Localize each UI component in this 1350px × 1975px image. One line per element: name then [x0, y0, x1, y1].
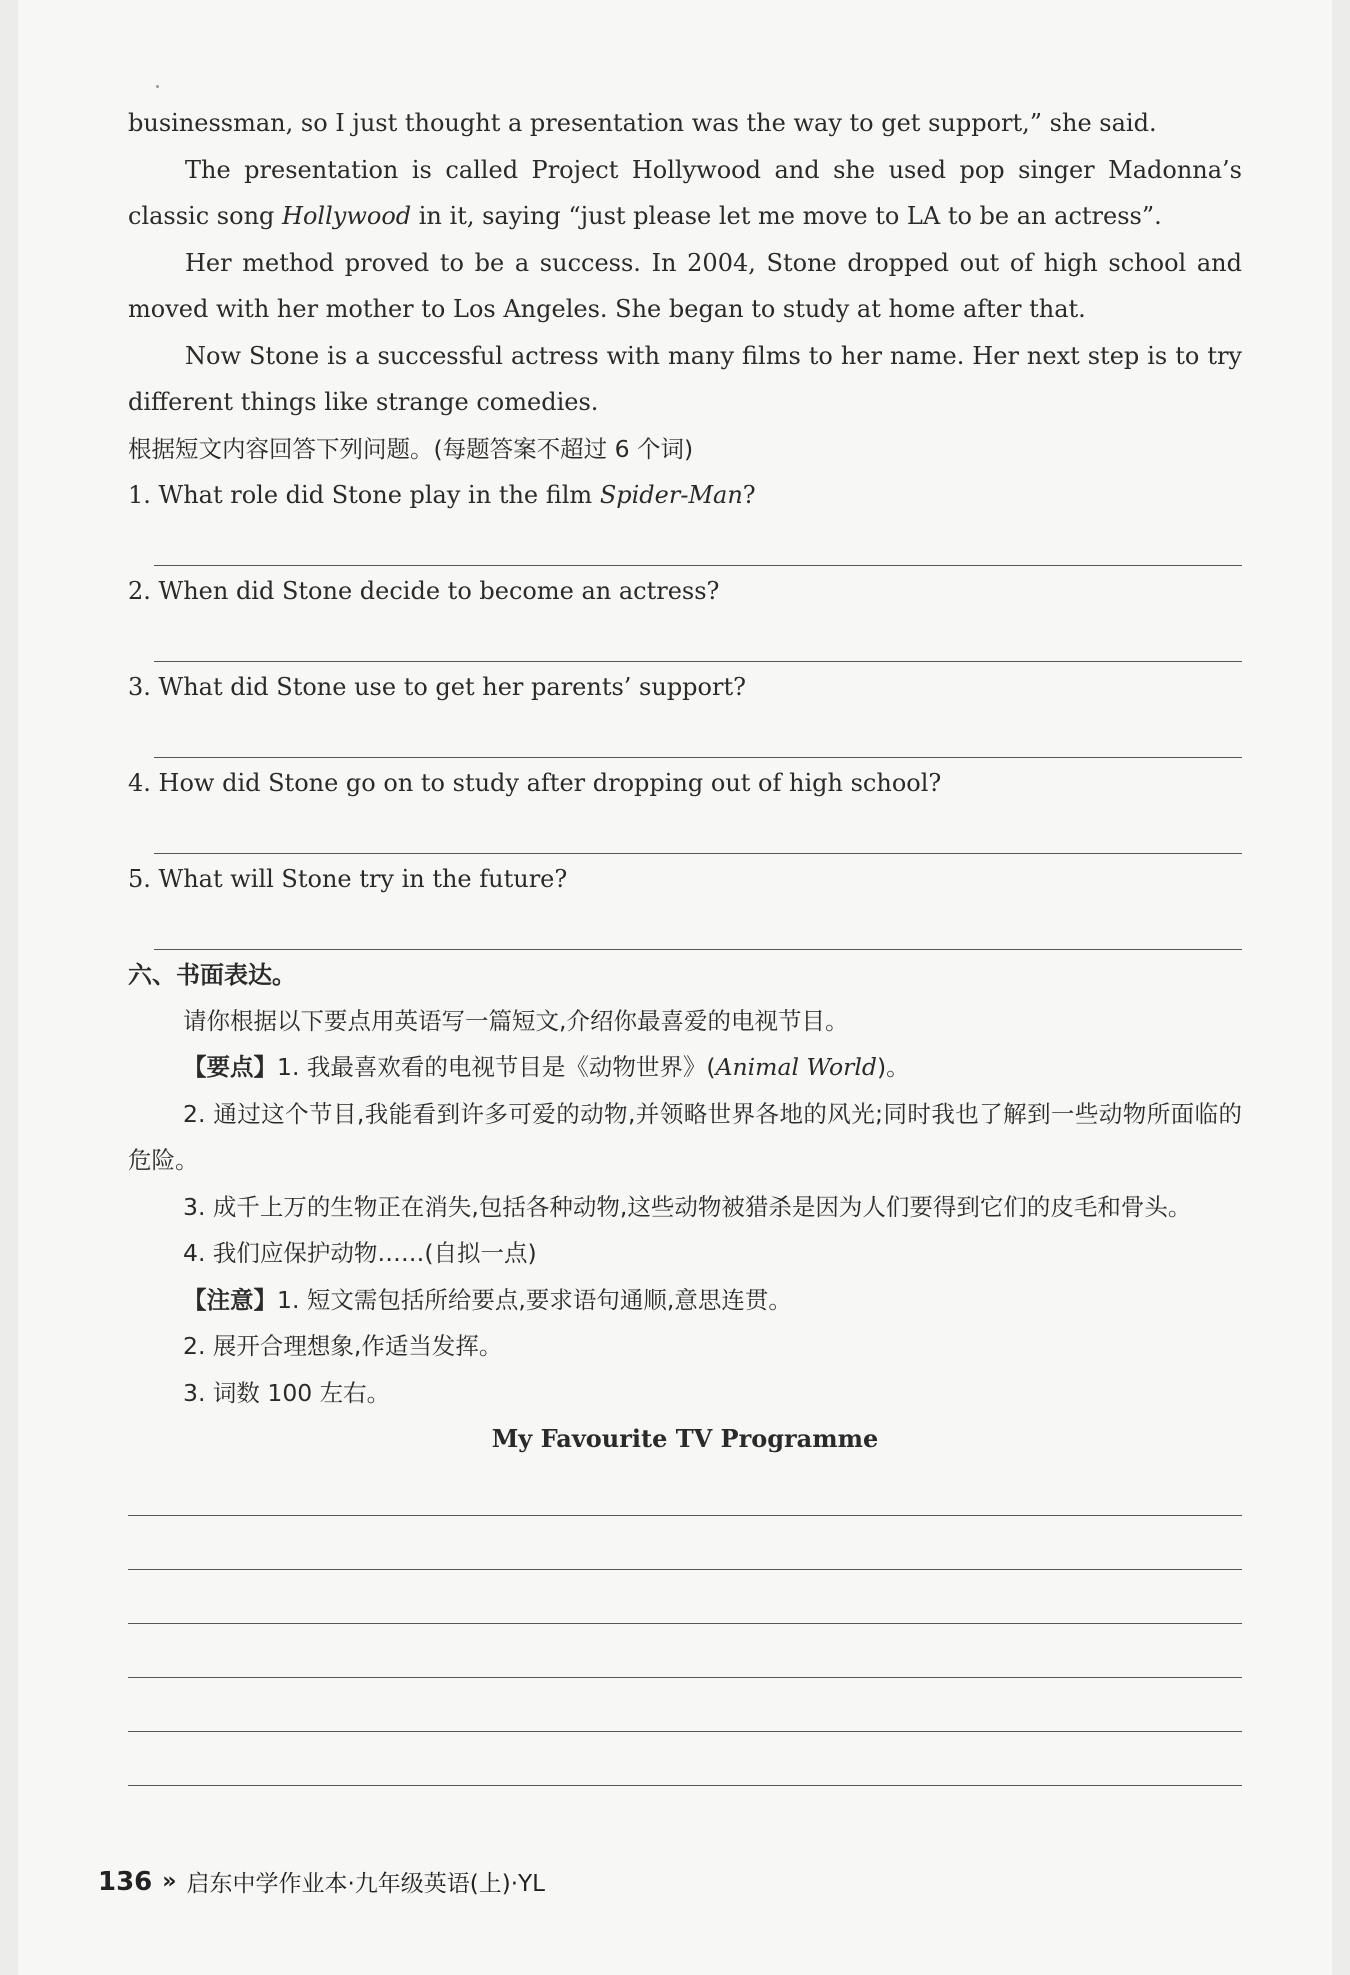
note-3: 3. 词数 100 左右。	[183, 1378, 391, 1407]
point-1	[128, 1044, 1242, 1091]
answer-line-2[interactable]	[154, 614, 1242, 662]
point-4: 4. 我们应保护动物……(自拟一点)	[183, 1239, 537, 1267]
writing-intro: 请你根据以下要点用英语写一篇短文,介绍你最喜爱的电视节目。	[183, 1006, 849, 1035]
writing-line-5[interactable]	[128, 1678, 1242, 1732]
question-5-text: 5. What will Stone try in the future?	[128, 864, 568, 893]
question-2-text: 2. When did Stone decide to become an actress?	[128, 576, 720, 605]
question-3	[128, 664, 1242, 758]
notes-label: 【注意】	[183, 1285, 277, 1314]
book-title: 启东中学作业本·九年级英语(上)·YL	[186, 1871, 545, 1897]
writing-line-1[interactable]	[128, 1462, 1242, 1516]
answer-line-3[interactable]	[154, 710, 1242, 758]
passage-paragraph-3: Her method proved to be a success. In 2004, Stone dropped out of high school and moved with her mother to Los Angeles. She began to study at home after that.	[128, 248, 1242, 323]
question-1-text-before: 1. What role did Stone play in the film	[128, 480, 600, 509]
song-title: Hollywood	[282, 202, 412, 230]
note-1	[128, 1277, 1242, 1324]
points-label: 【要点】	[183, 1053, 277, 1081]
question-1	[128, 472, 1242, 566]
film-title: Spider-Man	[599, 480, 743, 509]
writing-line-6[interactable]	[128, 1732, 1242, 1786]
passage-p2-text-after: in it, saying “just please let me move to LA to be an actress”.	[411, 202, 1162, 230]
writing-area	[128, 1462, 1242, 1786]
question-1-text-after: ?	[742, 480, 756, 509]
passage-paragraph-4: Now Stone is a successful actress with many films to her name. Her next step is to try different things like strange comedies.	[128, 341, 1242, 416]
point-3: 3. 成千上万的生物正在消失,包括各种动物,这些动物被猎杀是因为人们要得到它们的皮毛和骨头。	[183, 1192, 1192, 1221]
question-1-text	[128, 472, 1242, 518]
point-2: 2. 通过这个节目,我能看到许多可爱的动物,并领略世界各地的风光;同时我也了解到一些动物所面临的危险。	[128, 1099, 1242, 1174]
writing-line-3[interactable]	[128, 1570, 1242, 1624]
question-5	[128, 856, 1242, 950]
question-3-text: 3. What did Stone use to get her parents’ support?	[128, 672, 746, 701]
point-1-text-after: )。	[876, 1053, 910, 1081]
answer-line-1[interactable]	[154, 518, 1242, 566]
question-4-text: 4. How did Stone go on to study after dropping out of high school?	[128, 768, 942, 797]
passage-paragraph-1: businessman, so I just thought a presentation was the way to get support,” she said.	[128, 109, 1157, 137]
answer-line-5[interactable]	[154, 902, 1242, 950]
question-instruction: 根据短文内容回答下列问题。(每题答案不超过 6 个词)	[128, 434, 694, 463]
writing-line-2[interactable]	[128, 1516, 1242, 1570]
note-1-text: 1. 短文需包括所给要点,要求语句通顺,意思连贯。	[277, 1285, 792, 1314]
writing-line-4[interactable]	[128, 1624, 1242, 1678]
question-2	[128, 568, 1242, 662]
question-4	[128, 760, 1242, 854]
passage-paragraph-2	[128, 147, 1242, 240]
chevron-right-icon: »	[162, 1869, 177, 1894]
scan-dot	[156, 85, 159, 88]
answer-line-4[interactable]	[154, 806, 1242, 854]
page-number: 136	[98, 1866, 153, 1897]
point-1-text-before: 1. 我最喜欢看的电视节目是《动物世界》(	[277, 1053, 716, 1081]
page-footer	[98, 1865, 545, 1898]
essay-title: My Favourite TV Programme	[491, 1424, 879, 1453]
page-content	[128, 100, 1242, 1786]
program-title: Animal World	[715, 1053, 877, 1081]
section-6-title: 六、书面表达。	[128, 960, 296, 989]
passage-p2-text-before: The presentation is called Project Hollywood and she used pop singer Madonna’s classic song	[128, 155, 1242, 230]
note-2: 2. 展开合理想象,作适当发挥。	[183, 1332, 503, 1360]
